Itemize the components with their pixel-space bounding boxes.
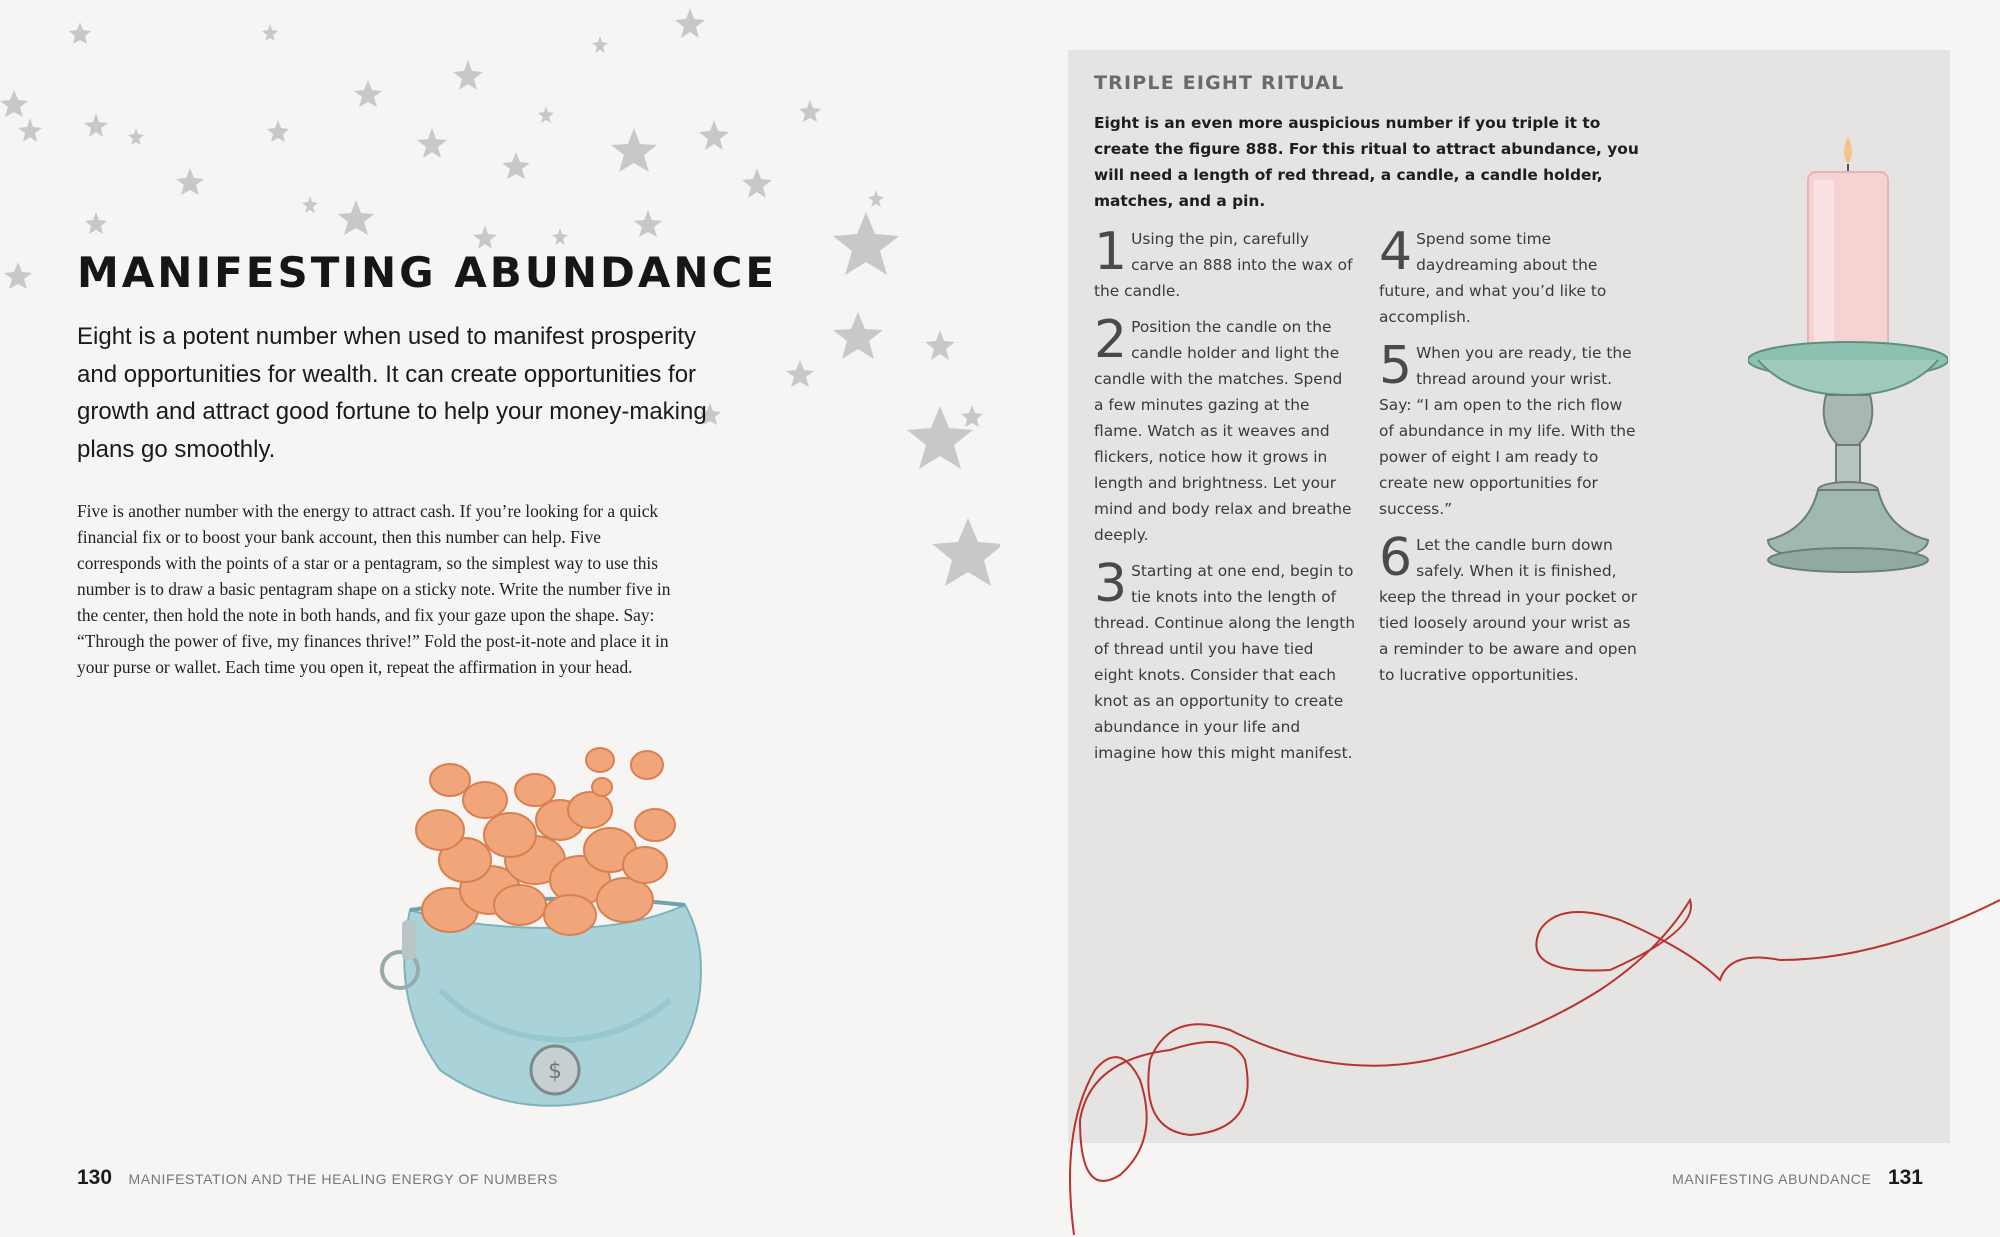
- ritual-step: [1094, 554, 1356, 766]
- step-number: 1: [1094, 222, 1128, 282]
- star-icon: [592, 36, 608, 53]
- ritual-heading: TRIPLE EIGHT RITUAL: [1094, 72, 1345, 94]
- star-icon: [961, 405, 983, 427]
- star-icon: [932, 518, 1000, 586]
- star-icon: [473, 225, 497, 249]
- star-icon: [18, 118, 42, 142]
- star-icon: [538, 106, 554, 123]
- star-icon: [354, 80, 382, 107]
- step-text: Starting at one end, begin to tie knots into the length of thread. Continue along the length of thread until you have tied eight knots. Consider that each knot as an opportunity to create abundance in your life and imagine how this might manifest.: [1094, 562, 1356, 762]
- star-icon: [267, 120, 289, 142]
- star-icon: [799, 100, 821, 122]
- step-text: Position the candle on the candle holder and light the candle with the matches. Spend a few minutes gazing at the flame. Watch as it weaves and flickers, notice how it grows in length and brightness. Let your mind and body relax and breathe deeply.: [1094, 318, 1352, 544]
- page-number: 130: [77, 1166, 113, 1189]
- ritual-step: [1094, 310, 1356, 548]
- svg-text:$: $: [548, 1059, 562, 1084]
- star-icon: [611, 128, 657, 172]
- star-icon: [453, 60, 483, 90]
- star-icon: [833, 312, 883, 359]
- page-footer: [77, 1166, 558, 1190]
- ritual-step: [1379, 336, 1641, 522]
- star-icon: [742, 168, 772, 198]
- star-icon: [786, 360, 814, 387]
- star-icon: [302, 196, 318, 213]
- star-icon: [833, 212, 899, 275]
- ritual-step: [1094, 222, 1356, 304]
- page-footer: [1672, 1166, 1923, 1190]
- step-text: Using the pin, carefully carve an 888 into the wax of the candle.: [1094, 230, 1353, 300]
- step-number: 6: [1379, 528, 1413, 588]
- star-icon: [699, 120, 729, 150]
- star-icon: [552, 228, 568, 245]
- star-icon: [176, 168, 204, 195]
- step-number: 5: [1379, 336, 1413, 396]
- star-icon: [0, 90, 28, 117]
- coin-purse-illustration: [370, 740, 730, 1120]
- star-icon: [69, 22, 91, 44]
- body-paragraph: Five is another number with the energy to attract cash. If you’re looking for a quick financial fix or to boost your bank account, then this number can help. Five corresponds with the points of a star or a pentagram, so the simplest way to use this number is to draw a basic pentagram shape on a sticky note. Write the number five in the center, then hold the note in both hands, and fix your gaze upon the shape. Say: “Through the power of five, my finances thrive!” Fold the post-it-note and place it in your purse or wallet. Each time you open it, repeat the affirmation in your head.: [77, 501, 671, 677]
- star-icon: [675, 8, 705, 38]
- ritual-step: [1379, 222, 1641, 330]
- ritual-panel: [1068, 50, 1950, 1143]
- steps-column-2: [1379, 222, 1641, 698]
- step-text: When you are ready, tie the thread around your wrist. Say: “I am open to the rich flow of abundance in my life. With the power of eight I am ready to create new opportunities for success.”: [1379, 344, 1636, 518]
- step-number: 2: [1094, 310, 1128, 370]
- ritual-intro: Eight is an even more auspicious number if you triple it to create the figure 888. For this ritual to attract abundance, you will need a length of red thread, a candle, a candle holder, matches, and a pin.: [1094, 114, 1639, 210]
- star-icon: [128, 128, 144, 145]
- running-head: MANIFESTING ABUNDANCE: [1672, 1171, 1872, 1187]
- star-icon: [417, 128, 447, 158]
- star-icon: [634, 210, 662, 237]
- intro-paragraph: Eight is a potent number when used to manifest prosperity and opportunities for wealth. It can create opportunities for growth and attract good fortune to help your money-making plans go smoothly.: [77, 323, 707, 463]
- running-head: MANIFESTATION AND THE HEALING ENERGY OF NUMBERS: [128, 1171, 558, 1187]
- candle-illustration: [1748, 90, 1948, 590]
- page-number: 131: [1887, 1166, 1923, 1189]
- star-icon: [502, 152, 530, 179]
- star-icon: [925, 330, 955, 360]
- star-icon: [84, 113, 108, 137]
- step-text: Spend some time daydreaming about the future, and what you’d like to accomplish.: [1379, 230, 1607, 326]
- star-icon: [338, 200, 374, 235]
- star-icon: [85, 212, 107, 234]
- star-icon: [4, 262, 32, 289]
- star-icon: [262, 24, 278, 41]
- star-icon: [868, 190, 884, 207]
- step-number: 4: [1379, 222, 1413, 282]
- page-title: MANIFESTING ABUNDANCE: [77, 248, 778, 297]
- step-number: 3: [1094, 554, 1128, 614]
- steps-column-1: [1094, 222, 1356, 776]
- step-text: Let the candle burn down safely. When it is finished, keep the thread in your pocket or tied loosely around your wrist as a reminder to be aware and open to lucrative opportunities.: [1379, 536, 1638, 684]
- ritual-step: [1379, 528, 1641, 688]
- right-page: [1000, 0, 2000, 1237]
